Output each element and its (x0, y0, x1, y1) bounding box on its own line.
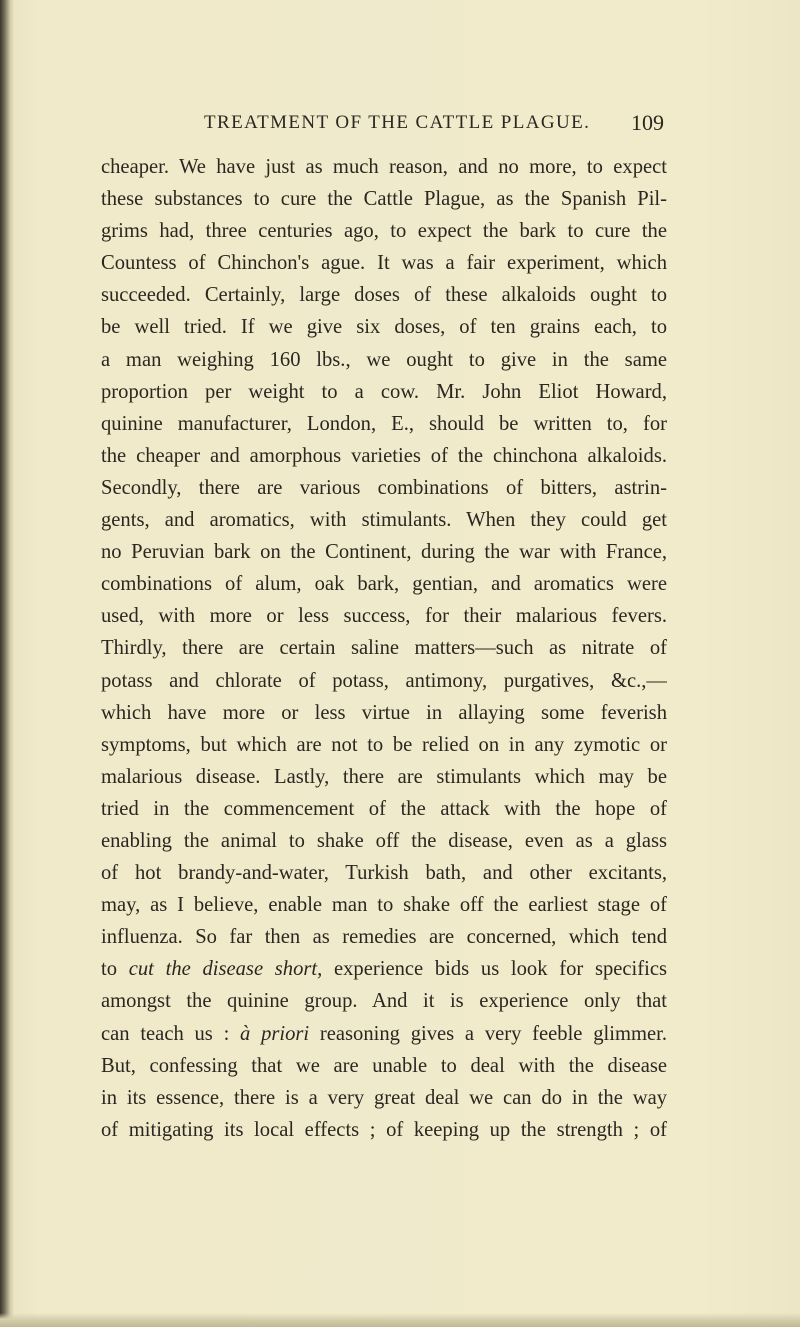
text-line: tried in the commencement of the attack with the hope of (101, 797, 667, 820)
text-line: grims had, three centuries ago, to expect the bark to cure the (101, 220, 667, 243)
text-line: symptoms, but which are not to be relied on in any zymotic or (101, 733, 667, 756)
book-gutter-shadow (0, 0, 14, 1327)
text-line: influenza. So far then as remedies are concerned, which tend (101, 926, 667, 949)
text-line: enabling the animal to shake off the disease, even as a glass (101, 829, 667, 852)
text-line: proportion per weight to a cow. Mr. John Eliot Howard, (101, 380, 667, 403)
text-line: which have more or less virtue in allaying some feverish (101, 701, 667, 724)
running-title: TREATMENT OF THE CATTLE PLAGUE. (204, 112, 591, 133)
text-line: combinations of alum, oak bark, gentian, and aromatics were (101, 573, 667, 596)
italic-phrase: à priori (240, 1022, 310, 1045)
text-line: malarious disease. Lastly, there are stimulants which may be (101, 765, 667, 788)
text-line: may, as I believe, enable man to shake off the earliest stage of (101, 894, 667, 917)
page-bottom-edge (0, 1313, 800, 1327)
text-line: Thirdly, there are certain saline matters—such as nitrate of (101, 637, 667, 660)
text-line: cheaper. We have just as much reason, and no more, to expect (101, 156, 667, 178)
text-line: amongst the quinine group. And it is experience only that (101, 990, 667, 1013)
text-line: But, confessing that we are unable to deal with the disease (101, 1054, 667, 1077)
page-header (204, 112, 664, 142)
body-text (101, 151, 667, 1146)
text-line: be well tried. If we give six doses, of ten grains each, to (101, 316, 667, 339)
text-line: the cheaper and amorphous varieties of the chinchona alkaloids. (101, 444, 667, 467)
text-line: quinine manufacturer, London, E., should be written to, for (101, 412, 667, 435)
text-line: gents, and aromatics, with stimulants. When they could get (101, 509, 667, 532)
text-line: Secondly, there are various combinations of bitters, astrin- (101, 476, 667, 499)
text-line-with-italic: to cut the disease short, experience bids us look for specifics (101, 958, 667, 981)
italic-phrase: cut the disease short, (128, 958, 323, 981)
text-line: no Peruvian bark on the Continent, during the war with France, (101, 541, 667, 564)
text-line: of hot brandy-and-water, Turkish bath, and other excitants, (101, 862, 667, 885)
text-line: used, with more or less success, for their malarious fevers. (101, 605, 667, 628)
text-line: these substances to cure the Cattle Plague, as the Spanish Pil- (101, 188, 667, 211)
text-line: Countess of Chinchon's ague. It was a fair experiment, which (101, 252, 667, 275)
text-line: a man weighing 160 lbs., we ought to give in the same (101, 348, 667, 371)
text-line-with-italic: can teach us : à priori reasoning gives a very feeble glimmer. (101, 1022, 667, 1045)
page-number: 109 (631, 110, 664, 135)
text-line: of mitigating its local effects ; of keeping up the strength ; of (101, 1118, 667, 1141)
text-line: potass and chlorate of potass, antimony, purgatives, &c.,— (101, 669, 667, 692)
text-line: succeeded. Certainly, large doses of these alkaloids ought to (101, 284, 667, 307)
text-line: in its essence, there is a very great deal we can do in the way (101, 1086, 667, 1109)
